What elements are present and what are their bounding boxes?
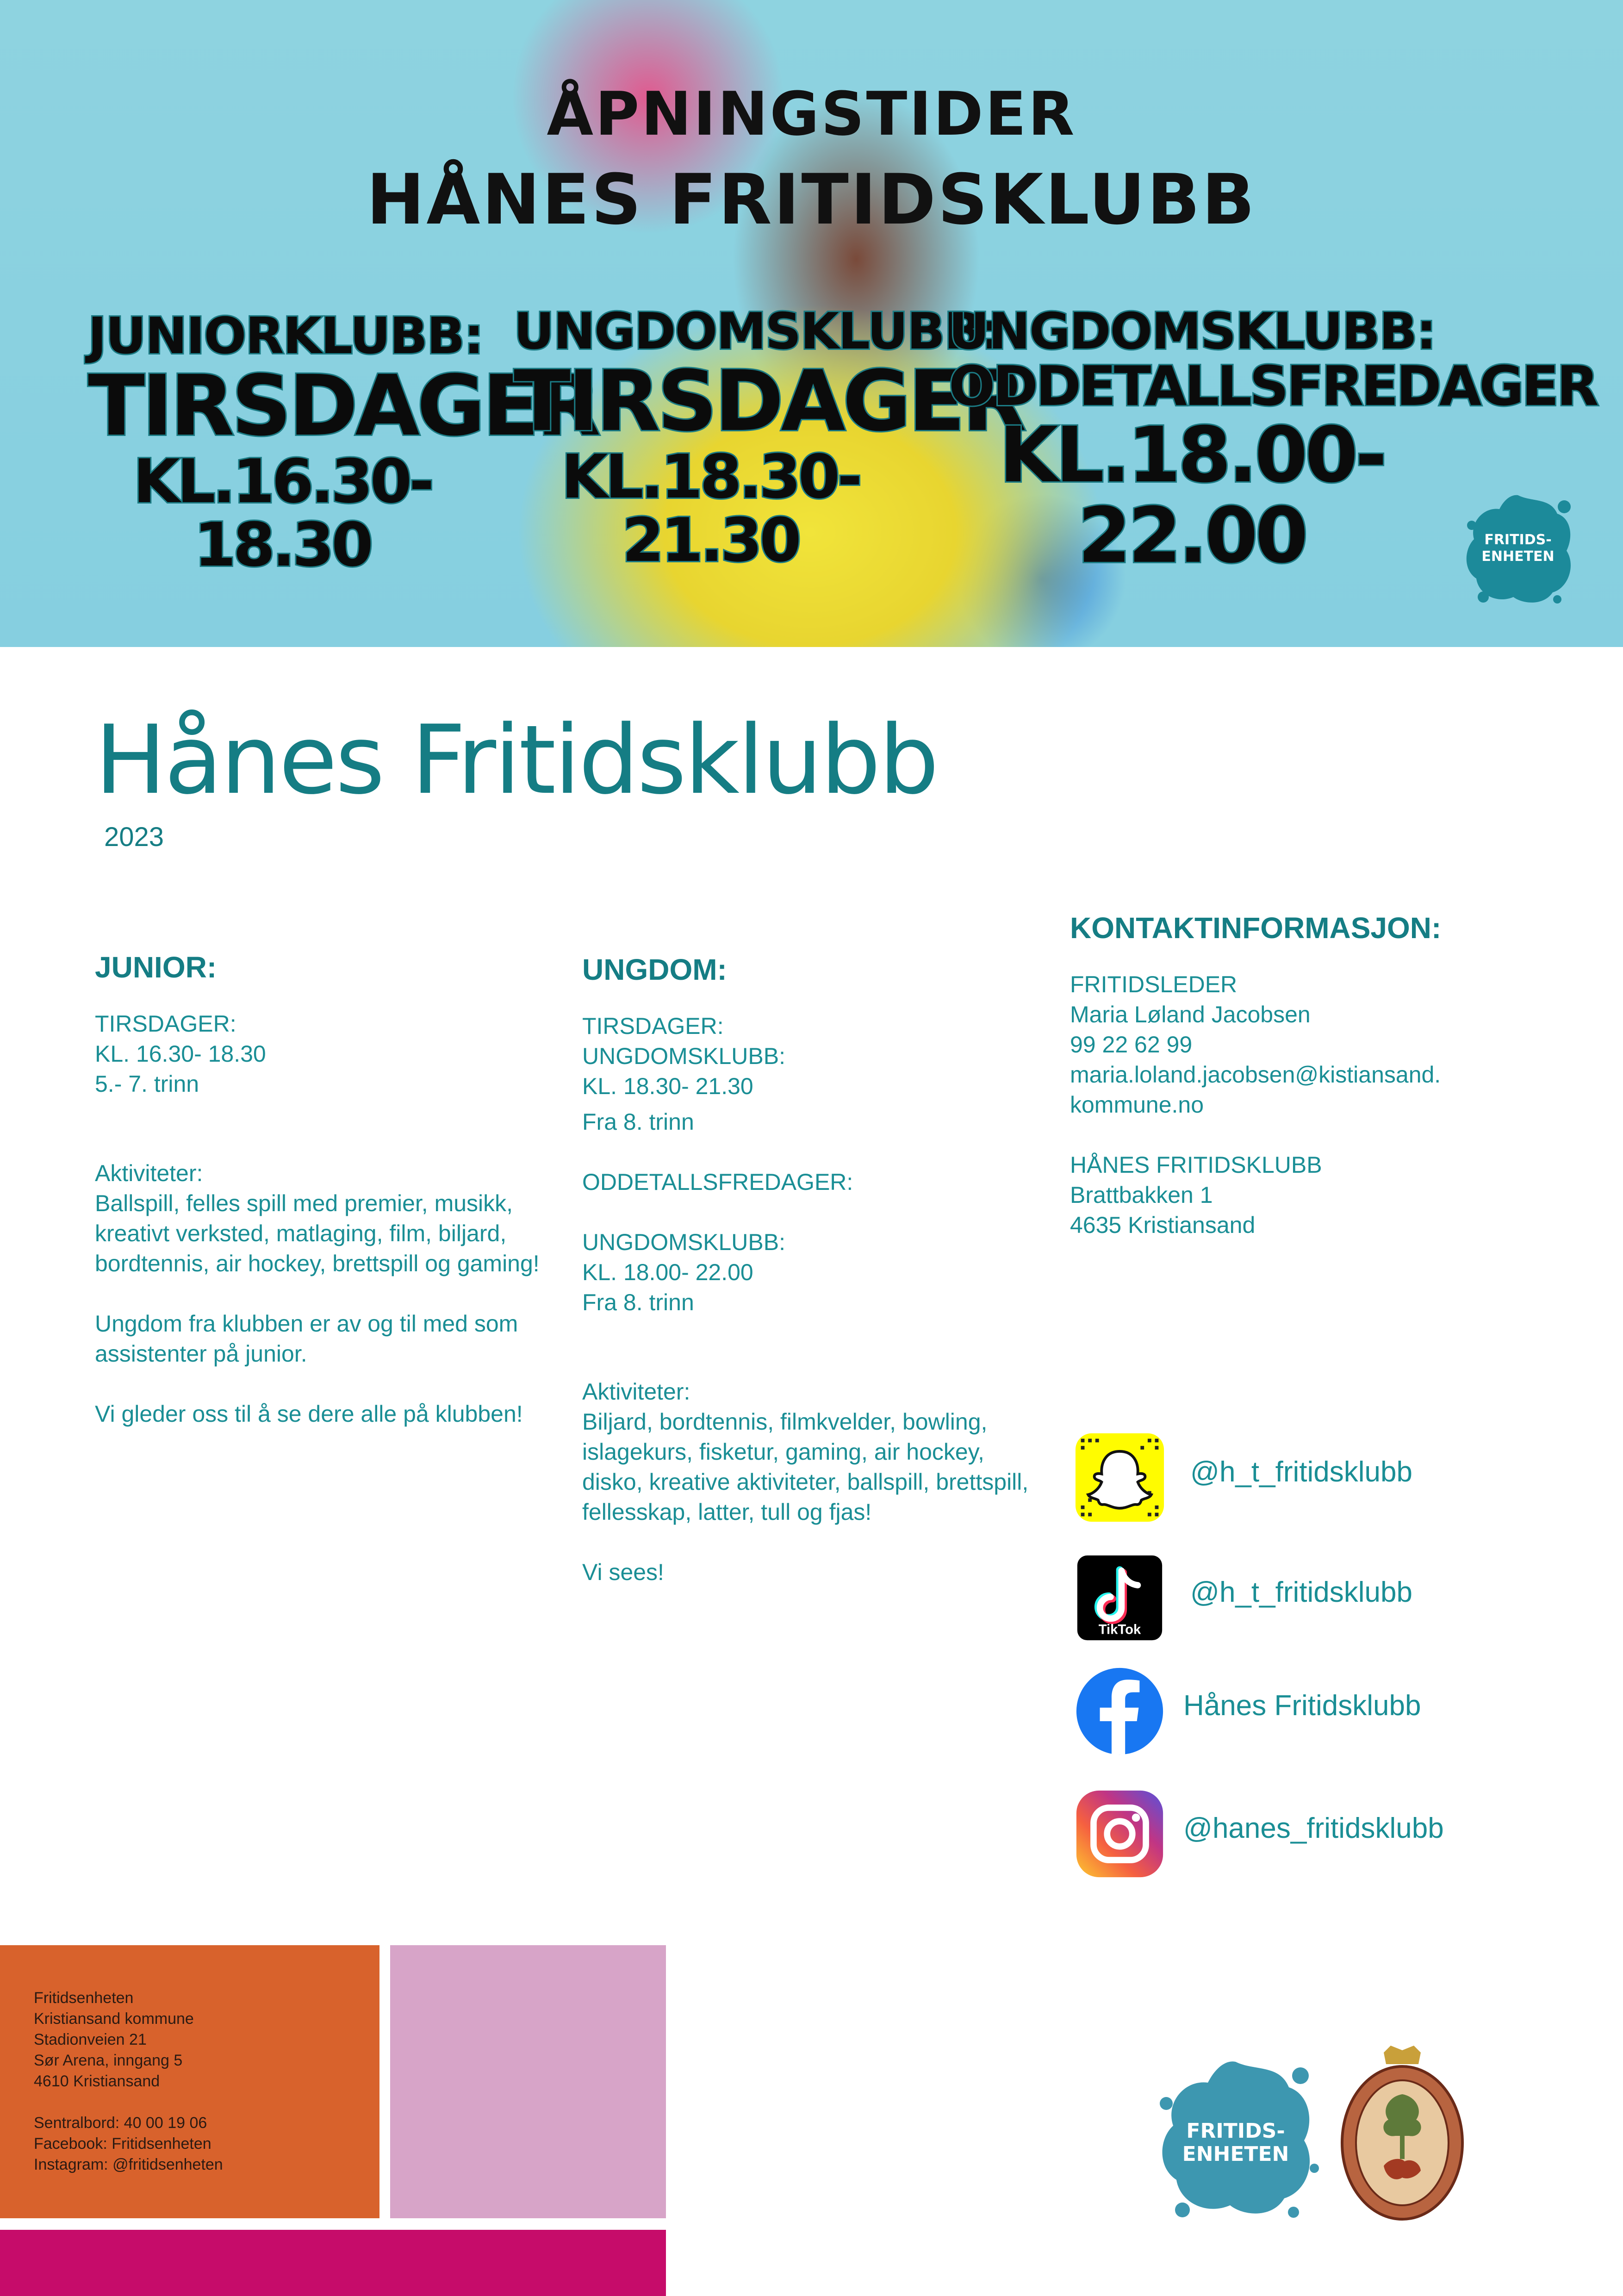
contact-street: Brattbakken 1 — [1070, 1182, 1213, 1208]
social-facebook[interactable] — [1075, 1666, 1584, 1759]
junior-heading: JUNIOR: — [95, 951, 217, 984]
ungdom-section — [582, 951, 1050, 1587]
ungdom-club1: UNGDOMSKLUBB: — [582, 1043, 785, 1069]
ungdom-grade2: Fra 8. trinn — [582, 1289, 694, 1315]
logo-text-line2: ENHETEN — [1182, 2142, 1289, 2166]
schedule-ungdom-tuesday — [514, 303, 1024, 575]
hero-title-line1: ÅPNINGSTIDER — [547, 79, 1076, 149]
contact-city: 4635 Kristiansand — [1070, 1212, 1256, 1238]
ungdom-activities-label: Aktiviteter: — [582, 1379, 690, 1405]
schedule-day: TIRSDAGER — [88, 358, 598, 455]
social-snapchat[interactable] — [1075, 1432, 1584, 1525]
contact-org: HÅNES FRITIDSKLUBB — [1070, 1152, 1322, 1178]
page-year: 2023 — [104, 822, 164, 852]
schedule-junior — [88, 307, 598, 580]
contact-phone[interactable]: 99 22 62 99 — [1070, 1032, 1193, 1058]
contact-role: FRITIDSLEDER — [1070, 971, 1237, 997]
logo-text-line2: ENHETEN — [1481, 548, 1555, 565]
footer-magenta-bar — [0, 2230, 666, 2296]
junior-section — [95, 949, 562, 1429]
snapchat-handle[interactable]: @h_t_fritidsklubb — [1190, 1456, 1412, 1488]
schedule-club: UNGDOMSKLUBB: — [514, 303, 1001, 361]
schedule-day: ODDETALLSFREDAGER — [949, 354, 1597, 418]
contact-email-line2[interactable]: kommune.no — [1070, 1092, 1204, 1118]
hero-banner — [0, 0, 1623, 647]
contact-email-line1[interactable]: maria.loland.jacobsen@kistiansand. — [1070, 1062, 1441, 1088]
footer-address-line: Sør Arena, inngang 5 — [34, 2052, 183, 2069]
footer-instagram: Instagram: @fritidsenheten — [34, 2156, 223, 2173]
crown-icon — [1384, 2046, 1421, 2064]
ungdom-club2: UNGDOMSKLUBB: — [582, 1229, 785, 1255]
contact-email[interactable] — [1070, 1060, 1537, 1120]
footer-phone: Sentralbord: 40 00 19 06 — [34, 2114, 207, 2132]
junior-activities-label: Aktiviteter: — [95, 1160, 203, 1186]
footer-facebook: Facebook: Fritidsenheten — [34, 2135, 211, 2153]
footer-address-line: Stadionveien 21 — [34, 2031, 147, 2048]
ungdom-time2: KL. 18.00- 22.00 — [582, 1259, 753, 1285]
facebook-icon — [1075, 1666, 1165, 1756]
tiktok-handle[interactable]: @h_t_fritidsklubb — [1190, 1576, 1412, 1608]
snapchat-icon — [1075, 1432, 1165, 1523]
fritidsenheten-logo — [1458, 481, 1578, 611]
schedule-time: KL.16.30-18.30 — [133, 446, 432, 580]
hero-title-line2: HÅNES FRITIDSKLUBB — [366, 160, 1257, 240]
footer-address-line: Kristiansand kommune — [34, 2010, 194, 2028]
ungdom-days2: ODDETALLSFREDAGER: — [582, 1169, 853, 1195]
ungdom-grade1: Fra 8. trinn — [582, 1109, 694, 1135]
junior-activities: Ballspill, felles spill med premier, musikk, kreativt verksted, matlaging, film, biljard, bordtennis, air hockey, brettspill og gaming! — [95, 1190, 540, 1276]
social-tiktok[interactable] — [1075, 1553, 1584, 1645]
ungdom-activities: Biljard, bordtennis, filmkvelder, bowling, islagekurs, fisketur, gaming, air hockey, disko, kreative aktiviteter, ballspill, brettspill, fellesskap, latter, tull og fjas! — [582, 1409, 1029, 1525]
schedule-club: JUNIORKLUBB: — [88, 307, 483, 365]
page-title: Hånes Fritidsklubb — [95, 705, 938, 815]
ungdom-time1: KL. 18.30- 21.30 — [582, 1073, 753, 1099]
footer-address-line: Fritidsenheten — [34, 1989, 134, 2007]
schedule-club: UNGDOMSKLUBB: — [949, 303, 1436, 361]
junior-assistants: Ungdom fra klubben er av og til med som assistenter på junior. — [95, 1311, 518, 1367]
footer-address-line: 4610 Kristiansand — [34, 2072, 160, 2090]
instagram-handle[interactable]: @hanes_fritidsklubb — [1183, 1812, 1444, 1844]
contact-name: Maria Løland Jacobsen — [1070, 1002, 1311, 1027]
schedule-time: KL.18.00-22.00 — [999, 411, 1385, 580]
junior-grade: 5.- 7. trinn — [95, 1071, 199, 1097]
contact-section — [1070, 909, 1537, 1240]
schedule-time: KL.18.30-21.30 — [561, 442, 860, 575]
ungdom-heading: UNGDOM: — [582, 953, 727, 986]
facebook-handle[interactable]: Hånes Fritidsklubb — [1183, 1690, 1421, 1722]
junior-time: KL. 16.30- 18.30 — [95, 1041, 266, 1067]
ungdom-closing: Vi sees! — [582, 1559, 664, 1585]
logo-text-line1: FRITIDS- — [1484, 532, 1552, 548]
schedule-day: TIRSDAGER — [514, 353, 1024, 450]
instagram-icon — [1075, 1789, 1165, 1879]
footer-address — [34, 1988, 223, 2175]
junior-days: TIRSDAGER: — [95, 1011, 236, 1037]
fritidsenheten-logo-footer — [1148, 2043, 1324, 2228]
logo-text-line1: FRITIDS- — [1186, 2119, 1285, 2143]
contact-heading: KONTAKTINFORMASJON: — [1070, 911, 1442, 945]
junior-closing: Vi gleder oss til å se dere alle på klubben! — [95, 1401, 523, 1427]
tiktok-icon — [1075, 1553, 1165, 1643]
kristiansand-coat-of-arms — [1337, 2043, 1467, 2221]
footer-pink-block — [390, 1945, 666, 2218]
ungdom-days1: TIRSDAGER: — [582, 1013, 724, 1039]
social-instagram[interactable] — [1075, 1789, 1584, 1881]
tiktok-wordmark: TikTok — [1098, 1622, 1141, 1637]
